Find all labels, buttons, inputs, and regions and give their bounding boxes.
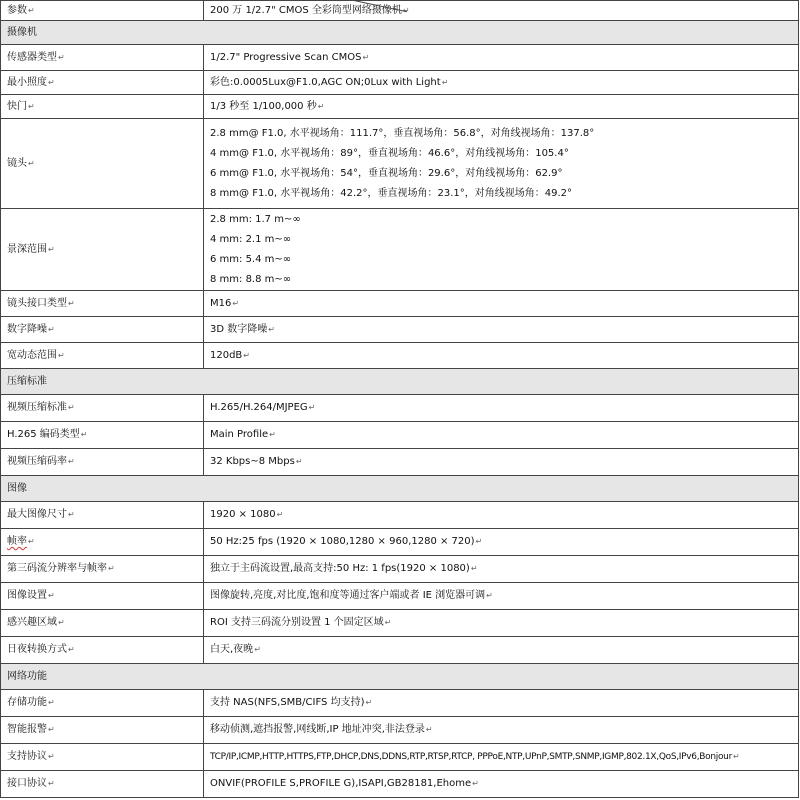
row-label: 视频压缩标准 — [7, 402, 67, 413]
section-title: 摄像机 — [1, 21, 799, 45]
row-label: 视频压缩码率 — [7, 456, 67, 467]
row-value: H.265/H.264/MJPEG — [210, 402, 308, 413]
lens-line: 6 mm@ F1.0, 水平视场角：54°，垂直视场角：29.6°，对角线视场角：62.9° — [210, 167, 563, 179]
table-row: 宽动态范围↵ 120dB↵ — [1, 343, 799, 369]
row-label: 感兴趣区域 — [7, 617, 57, 628]
table-row: 日夜转换方式↵ 白天,夜晚↵ — [1, 637, 799, 664]
row-value: 3D 数字降噪 — [210, 323, 268, 335]
row-label: 图像设置 — [7, 590, 47, 601]
row-label: 最大图像尺寸 — [7, 509, 67, 520]
lens-line: 2.8 mm@ F1.0, 水平视场角：111.7°，垂直视场角：56.8°，对角线视场角：137.8° — [210, 127, 595, 139]
row-label: 最小照度 — [7, 76, 47, 88]
section-row-network — [1, 664, 799, 690]
row-value: 支持 NAS(NFS,SMB/CIFS 均支持) — [210, 697, 365, 708]
row-label: 传感器类型 — [7, 51, 57, 63]
row-value: 1920 × 1080 — [210, 509, 276, 520]
row-label: 宽动态范围 — [7, 349, 57, 361]
table-row: 传感器类型↵ 1/2.7" Progressive Scan CMOS↵ — [1, 45, 799, 71]
row-label: 镜头接口类型 — [7, 297, 67, 309]
row-label: 支持协议 — [7, 751, 47, 762]
row-label: H.265 编码类型 — [7, 429, 80, 440]
table-row: 支持协议↵ TCP/IP,ICMP,HTTP,HTTPS,FTP,DHCP,DNS,DDNS,RTP,RTSP,RTCP, PPPoE,NTP,UPnP,SMTP,SNMP,IGMP,802.1X,QoS,IPv6,Bonjour↵ — [1, 744, 799, 771]
dof-line: 6 mm: 5.4 m~∞ — [210, 253, 292, 265]
lens-line: 4 mm@ F1.0, 水平视场角：89°，垂直视场角：46.6°，对角线视场角：105.4° — [210, 147, 569, 159]
table-row: 视频压缩码率↵ 32 Kbps~8 Mbps↵ — [1, 449, 799, 476]
row-value: 50 Hz:25 fps (1920 × 1080,1280 × 960,1280 × 720) — [210, 536, 475, 547]
table-row: 数字降噪↵ 3D 数字降噪↵ — [1, 317, 799, 343]
table-row: 感兴趣区域↵ ROI 支持三码流分别设置 1 个固定区域↵ — [1, 610, 799, 637]
row-label: 快门 — [7, 100, 27, 112]
row-value: 彩色:0.0005Lux@F1.0,AGC ON;0Lux with Light — [210, 76, 441, 88]
row-label: 数字降噪 — [7, 323, 47, 335]
row-value: 白天,夜晚 — [210, 644, 254, 655]
row-value: ROI 支持三码流分别设置 1 个固定区域 — [210, 617, 384, 628]
row-label: 智能报警 — [7, 724, 47, 735]
section-row-image — [1, 476, 799, 502]
row-value: 1/3 秒至 1/100,000 秒 — [210, 100, 317, 112]
row-label: 景深范围 — [7, 243, 47, 255]
table-row: 图像设置↵ 图像旋转,亮度,对比度,饱和度等通过客户端或者 IE 浏览器可调↵ — [1, 583, 799, 610]
dof-line: 4 mm: 2.1 m~∞ — [210, 233, 292, 245]
row-value: 120dB — [210, 349, 243, 361]
section-row-camera — [1, 21, 799, 45]
table-row: 最小照度↵ 彩色:0.0005Lux@F1.0,AGC ON;0Lux with Light↵ — [1, 71, 799, 95]
row-label: 镜头 — [7, 157, 27, 169]
dof-line: 2.8 mm: 1.7 m~∞ — [210, 213, 301, 225]
section-title: 图像 — [1, 476, 799, 502]
section-title: 网络功能 — [1, 664, 799, 690]
model-title: 200 万 1/2.7" CMOS 全彩筒型网络摄像机 — [210, 4, 402, 16]
param-label: 参数 — [7, 4, 27, 16]
table-row: 视频压缩标准↵ H.265/H.264/MJPEG↵ — [1, 395, 799, 422]
row-label: 接口协议 — [7, 778, 47, 789]
row-value: TCP/IP,ICMP,HTTP,HTTPS,FTP,DHCP,DNS,DDNS,RTP,RTSP,RTCP, PPPoE,NTP,UPnP,SMTP,SNMP,IGMP,802.1X,QoS,IPv6,Bonjour — [210, 752, 732, 762]
row-label: 第三码流分辨率与帧率 — [7, 563, 107, 574]
row-label: 存储功能 — [7, 697, 47, 708]
table-row — [1, 1, 799, 21]
param-header-cell: 参数↵ — [1, 1, 204, 21]
section-row-compression — [1, 369, 799, 395]
dof-line: 8 mm: 8.8 m~∞ — [210, 273, 292, 285]
table-row: 景深范围↵ 2.8 mm: 1.7 m~∞ 4 mm: 2.1 m~∞ 6 mm: 5.4 m~∞ 8 mm: 8.8 m~∞ — [1, 209, 799, 291]
section-title: 压缩标准 — [1, 369, 799, 395]
model-header-cell: 200 万 1/2.7" CMOS 全彩筒型网络摄像机↵ — [204, 1, 799, 21]
table-row: 智能报警↵ 移动侦测,遮挡报警,网线断,IP 地址冲突,非法登录↵ — [1, 717, 799, 744]
row-value: 图像旋转,亮度,对比度,饱和度等通过客户端或者 IE 浏览器可调 — [210, 590, 486, 601]
table-row: 镜头接口类型↵ M16↵ — [1, 291, 799, 317]
row-value: Main Profile — [210, 429, 269, 440]
table-row: H.265 编码类型↵ Main Profile↵ — [1, 422, 799, 449]
table-row: 第三码流分辨率与帧率↵ 独立于主码流设置,最高支持:50 Hz: 1 fps(1920 × 1080)↵ — [1, 556, 799, 583]
row-value: 独立于主码流设置,最高支持:50 Hz: 1 fps(1920 × 1080) — [210, 563, 470, 574]
row-value: 32 Kbps~8 Mbps — [210, 456, 295, 467]
row-value: 1/2.7" Progressive Scan CMOS — [210, 51, 362, 63]
table-row: 帧率↵ 50 Hz:25 fps (1920 × 1080,1280 × 960,1280 × 720)↵ — [1, 529, 799, 556]
table-row: 接口协议↵ ONVIF(PROFILE S,PROFILE G),ISAPI,GB28181,Ehome↵ — [1, 771, 799, 798]
table-row: 快门↵ 1/3 秒至 1/100,000 秒↵ — [1, 95, 799, 119]
table-row: 镜头↵ 2.8 mm@ F1.0, 水平视场角：111.7°，垂直视场角：56.8°，对角线视场角：137.8° 4 mm@ F1.0, 水平视场角：89°，垂直视场角：46.6°，对角线视场角：105.4° 6 mm@ F1.0, 水平视场角：54°，垂直视场角：29.6°，对角线视场角：62.9° 8 mm@ F1.0, 水平视场角：42.2°，垂直视场角：23.1°，对角线视场角：49.2° — [1, 119, 799, 209]
table-row: 存储功能↵ 支持 NAS(NFS,SMB/CIFS 均支持)↵ — [1, 690, 799, 717]
row-value: M16 — [210, 297, 232, 309]
row-value: 移动侦测,遮挡报警,网线断,IP 地址冲突,非法登录 — [210, 724, 425, 735]
row-value: ONVIF(PROFILE S,PROFILE G),ISAPI,GB28181,Ehome — [210, 778, 472, 789]
row-label: 帧率 — [7, 536, 27, 547]
row-label: 日夜转换方式 — [7, 644, 67, 655]
lens-line: 8 mm@ F1.0, 水平视场角：42.2°，垂直视场角：23.1°，对角线视场角：49.2° — [210, 187, 573, 199]
table-row: 最大图像尺寸↵ 1920 × 1080↵ — [1, 502, 799, 529]
